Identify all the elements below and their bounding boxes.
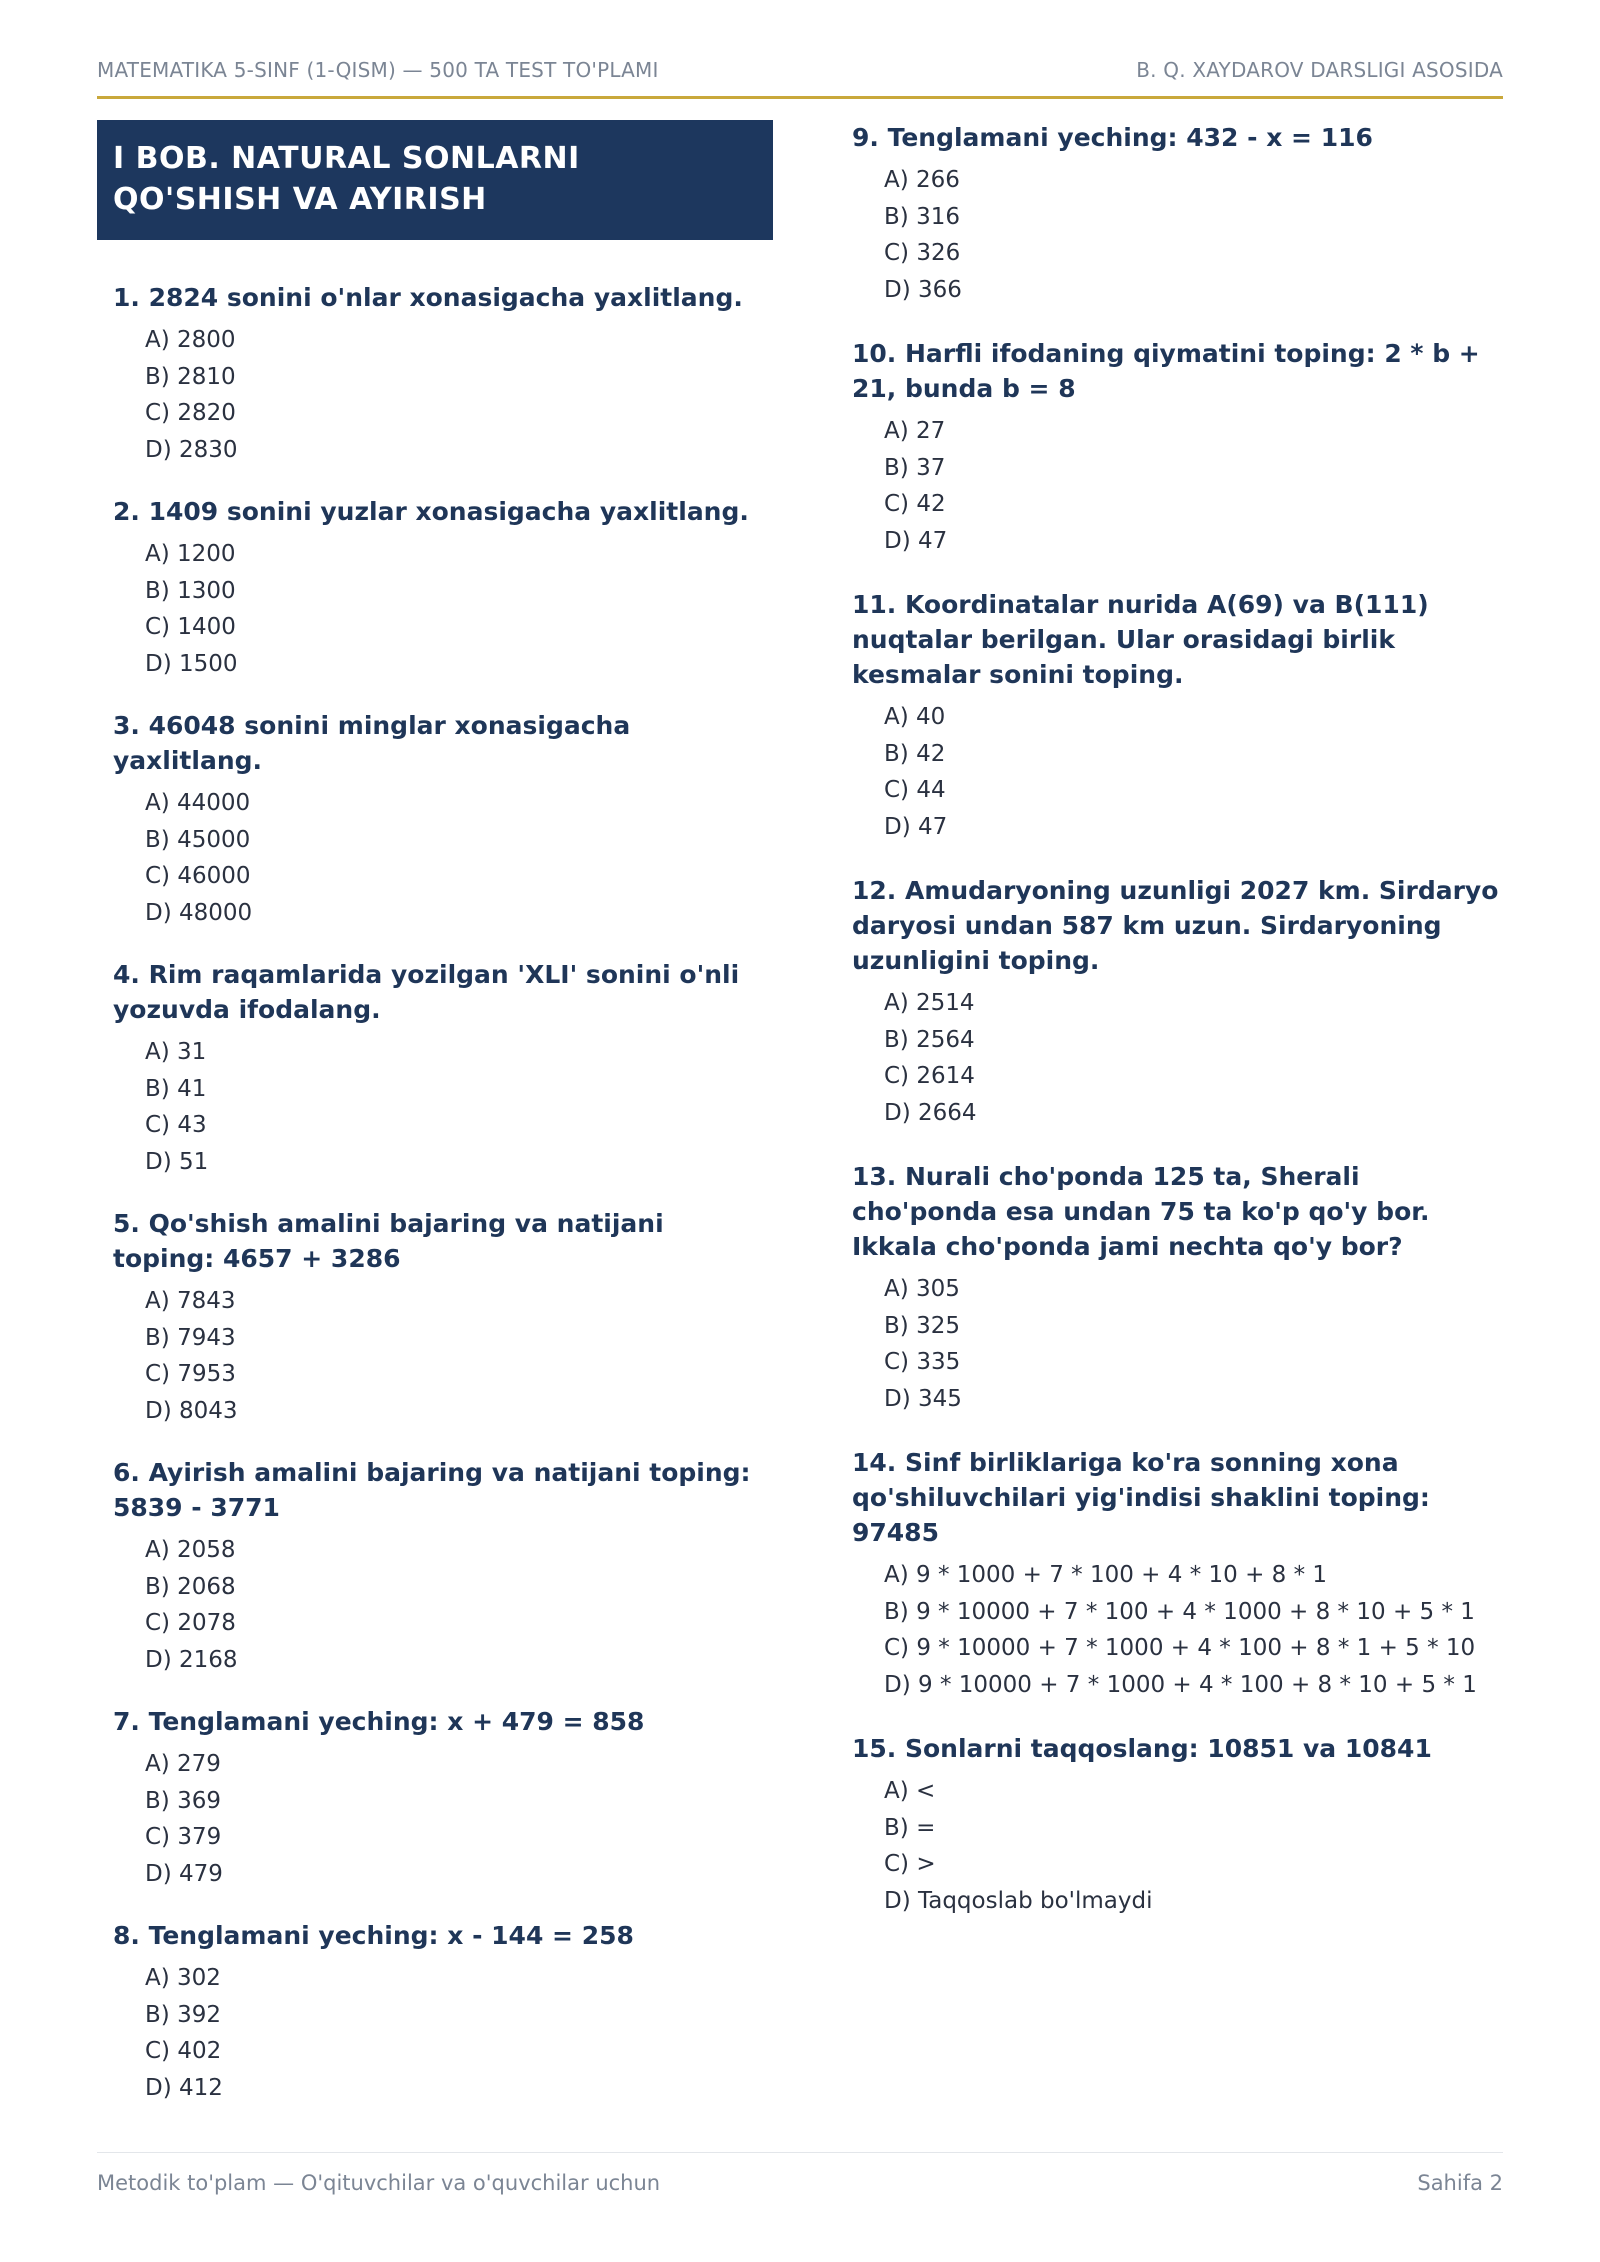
question-block bbox=[113, 957, 773, 1180]
answer-option: B) 1300 bbox=[145, 577, 236, 604]
question-text: 11. Koordinatalar nurida A(69) va B(111) nuqtalar berilgan. Ular orasidagi birlik kesmalar sonini toping. bbox=[852, 590, 1429, 689]
answer-options bbox=[113, 1746, 773, 1892]
answer-options bbox=[113, 536, 773, 682]
answer-option: C) 1400 bbox=[145, 614, 236, 640]
answer-option: B) = bbox=[884, 1814, 936, 1841]
question-text: 4. Rim raqamlarida yozilgan 'XLI' sonini o'nli yozuvda ifodalang. bbox=[113, 960, 740, 1024]
answer-option: A) 2800 bbox=[145, 327, 236, 353]
answer-option: B) 42 bbox=[884, 740, 946, 767]
answer-option: C) 2820 bbox=[145, 400, 236, 426]
answer-option: B) 2810 bbox=[145, 363, 236, 390]
question-text: 7. Tenglamani yeching: x + 479 = 858 bbox=[113, 1707, 645, 1736]
answer-option: D) 8043 bbox=[145, 1397, 238, 1424]
answer-option: D) 345 bbox=[884, 1385, 962, 1412]
question-block bbox=[113, 494, 773, 682]
answer-option: D) 2664 bbox=[884, 1099, 977, 1126]
question-block bbox=[852, 1159, 1512, 1417]
answer-options bbox=[113, 1283, 773, 1429]
question-block bbox=[852, 1445, 1512, 1703]
answer-option: B) 369 bbox=[145, 1787, 221, 1814]
answer-option: A) < bbox=[884, 1778, 936, 1804]
answer-option: D) 9 * 10000 + 7 * 1000 + 4 * 100 + 8 * 10 + 5 * 1 bbox=[884, 1671, 1477, 1698]
answer-option: B) 325 bbox=[884, 1312, 960, 1339]
answer-option: A) 2058 bbox=[145, 1537, 236, 1563]
answer-options bbox=[852, 162, 1512, 308]
answer-option: C) 7953 bbox=[145, 1361, 236, 1387]
question-text: 2. 1409 sonini yuzlar xonasigacha yaxlitlang. bbox=[113, 497, 749, 526]
answer-option: D) 51 bbox=[145, 1148, 209, 1175]
answer-option: B) 2564 bbox=[884, 1026, 975, 1053]
answer-option: A) 279 bbox=[145, 1751, 221, 1777]
question-block bbox=[113, 708, 773, 931]
question-text: 13. Nurali cho'ponda 125 ta, Sherali cho'ponda esa undan 75 ta ko'p qo'y bor. Ikkala cho'ponda jami nechta qo'y bor? bbox=[852, 1162, 1430, 1261]
answer-option: D) Taqqoslab bo'lmaydi bbox=[884, 1887, 1153, 1914]
answer-option: A) 2514 bbox=[884, 990, 975, 1016]
answer-option: C) 43 bbox=[145, 1112, 207, 1138]
answer-option: C) 326 bbox=[884, 240, 961, 266]
answer-option: A) 27 bbox=[884, 418, 946, 444]
answer-option: D) 2168 bbox=[145, 1646, 238, 1673]
answer-option: C) 42 bbox=[884, 491, 946, 517]
answer-option: A) 9 * 1000 + 7 * 100 + 4 * 10 + 8 * 1 bbox=[884, 1562, 1328, 1588]
footer-note: Metodik to'plam — O'qituvchilar va o'quvchilar uchun bbox=[97, 2171, 661, 2195]
answer-option: D) 2830 bbox=[145, 436, 238, 463]
header-source: B. Q. XAYDAROV DARSLIGI ASOSIDA bbox=[1136, 58, 1503, 82]
answer-option: A) 1200 bbox=[145, 541, 236, 567]
question-block bbox=[852, 1731, 1512, 1919]
answer-option: B) 316 bbox=[884, 203, 960, 230]
answer-option: D) 1500 bbox=[145, 650, 238, 677]
answer-option: C) 44 bbox=[884, 777, 946, 803]
question-block bbox=[852, 336, 1512, 559]
answer-options bbox=[852, 1773, 1512, 1919]
answer-options bbox=[852, 699, 1512, 845]
question-text: 14. Sinf birliklariga ko'ra sonning xona qo'shiluvchilari yig'indisi shaklini toping: 97485 bbox=[852, 1448, 1430, 1547]
left-column bbox=[97, 120, 773, 2132]
page-number: Sahifa 2 bbox=[1417, 2171, 1503, 2195]
answer-options bbox=[852, 985, 1512, 1131]
answer-option: B) 45000 bbox=[145, 826, 251, 853]
answer-option: C) 46000 bbox=[145, 863, 251, 889]
question-block bbox=[113, 280, 773, 468]
question-block bbox=[113, 1918, 773, 2106]
answer-option: B) 9 * 10000 + 7 * 100 + 4 * 1000 + 8 * 10 + 5 * 1 bbox=[884, 1598, 1475, 1625]
question-block bbox=[852, 120, 1512, 308]
question-text: 12. Amudaryoning uzunligi 2027 km. Sirdaryo daryosi undan 587 km uzun. Sirdaryoning uzunligini toping. bbox=[852, 876, 1499, 975]
answer-option: A) 44000 bbox=[145, 790, 251, 816]
answer-option: B) 392 bbox=[145, 2001, 221, 2028]
question-list-right bbox=[852, 120, 1512, 1919]
answer-option: D) 48000 bbox=[145, 899, 253, 926]
question-text: 1. 2824 sonini o'nlar xonasigacha yaxlitlang. bbox=[113, 283, 743, 312]
answer-options bbox=[852, 1557, 1512, 1703]
answer-option: A) 31 bbox=[145, 1039, 207, 1065]
answer-option: D) 366 bbox=[884, 276, 962, 303]
answer-option: A) 266 bbox=[884, 167, 960, 193]
answer-option: A) 40 bbox=[884, 704, 946, 730]
answer-option: B) 2068 bbox=[145, 1573, 236, 1600]
question-text: 15. Sonlarni taqqoslang: 10851 va 10841 bbox=[852, 1734, 1432, 1763]
right-column bbox=[852, 120, 1512, 1947]
answer-option: C) 2078 bbox=[145, 1610, 236, 1636]
answer-options bbox=[113, 1960, 773, 2106]
question-text: 8. Tenglamani yeching: x - 144 = 258 bbox=[113, 1921, 634, 1950]
answer-options bbox=[113, 785, 773, 931]
question-block bbox=[113, 1704, 773, 1892]
answer-option: C) > bbox=[884, 1851, 936, 1877]
question-block bbox=[113, 1206, 773, 1429]
answer-option: C) 379 bbox=[145, 1824, 222, 1850]
answer-options bbox=[113, 1532, 773, 1678]
answer-option: D) 412 bbox=[145, 2074, 223, 2101]
page-header bbox=[97, 58, 1503, 99]
answer-option: A) 305 bbox=[884, 1276, 960, 1302]
answer-options bbox=[852, 1271, 1512, 1417]
question-block bbox=[852, 587, 1512, 845]
page-footer bbox=[97, 2152, 1503, 2203]
question-text: 9. Tenglamani yeching: 432 - x = 116 bbox=[852, 123, 1373, 152]
answer-option: B) 37 bbox=[884, 454, 946, 481]
question-text: 10. Harfli ifodaning qiymatini toping: 2 * b + 21, bunda b = 8 bbox=[852, 339, 1480, 403]
answer-option: A) 302 bbox=[145, 1965, 221, 1991]
answer-options bbox=[852, 413, 1512, 559]
chapter-title: I BOB. NATURAL SONLARNI QO'SHISH VA AYIRISH bbox=[97, 120, 773, 240]
question-text: 3. 46048 sonini minglar xonasigacha yaxlitlang. bbox=[113, 711, 631, 775]
answer-options bbox=[113, 1034, 773, 1180]
answer-option: C) 9 * 10000 + 7 * 1000 + 4 * 100 + 8 * 1 + 5 * 10 bbox=[884, 1635, 1476, 1661]
answer-option: D) 47 bbox=[884, 813, 948, 840]
answer-option: C) 335 bbox=[884, 1349, 961, 1375]
question-text: 5. Qo'shish amalini bajaring va natijani toping: 4657 + 3286 bbox=[113, 1209, 664, 1273]
question-text: 6. Ayirish amalini bajaring va natijani toping: 5839 - 3771 bbox=[113, 1458, 751, 1522]
answer-option: A) 7843 bbox=[145, 1288, 236, 1314]
answer-option: B) 41 bbox=[145, 1075, 207, 1102]
answer-option: B) 7943 bbox=[145, 1324, 236, 1351]
header-book-title: MATEMATIKA 5-SINF (1-QISM) — 500 TA TEST TO'PLAMI bbox=[97, 58, 659, 82]
answer-options bbox=[113, 322, 773, 468]
answer-option: C) 402 bbox=[145, 2038, 222, 2064]
question-block bbox=[852, 873, 1512, 1131]
answer-option: C) 2614 bbox=[884, 1063, 975, 1089]
answer-option: D) 47 bbox=[884, 527, 948, 554]
question-list-left bbox=[97, 280, 773, 2106]
question-block bbox=[113, 1455, 773, 1678]
answer-option: D) 479 bbox=[145, 1860, 223, 1887]
